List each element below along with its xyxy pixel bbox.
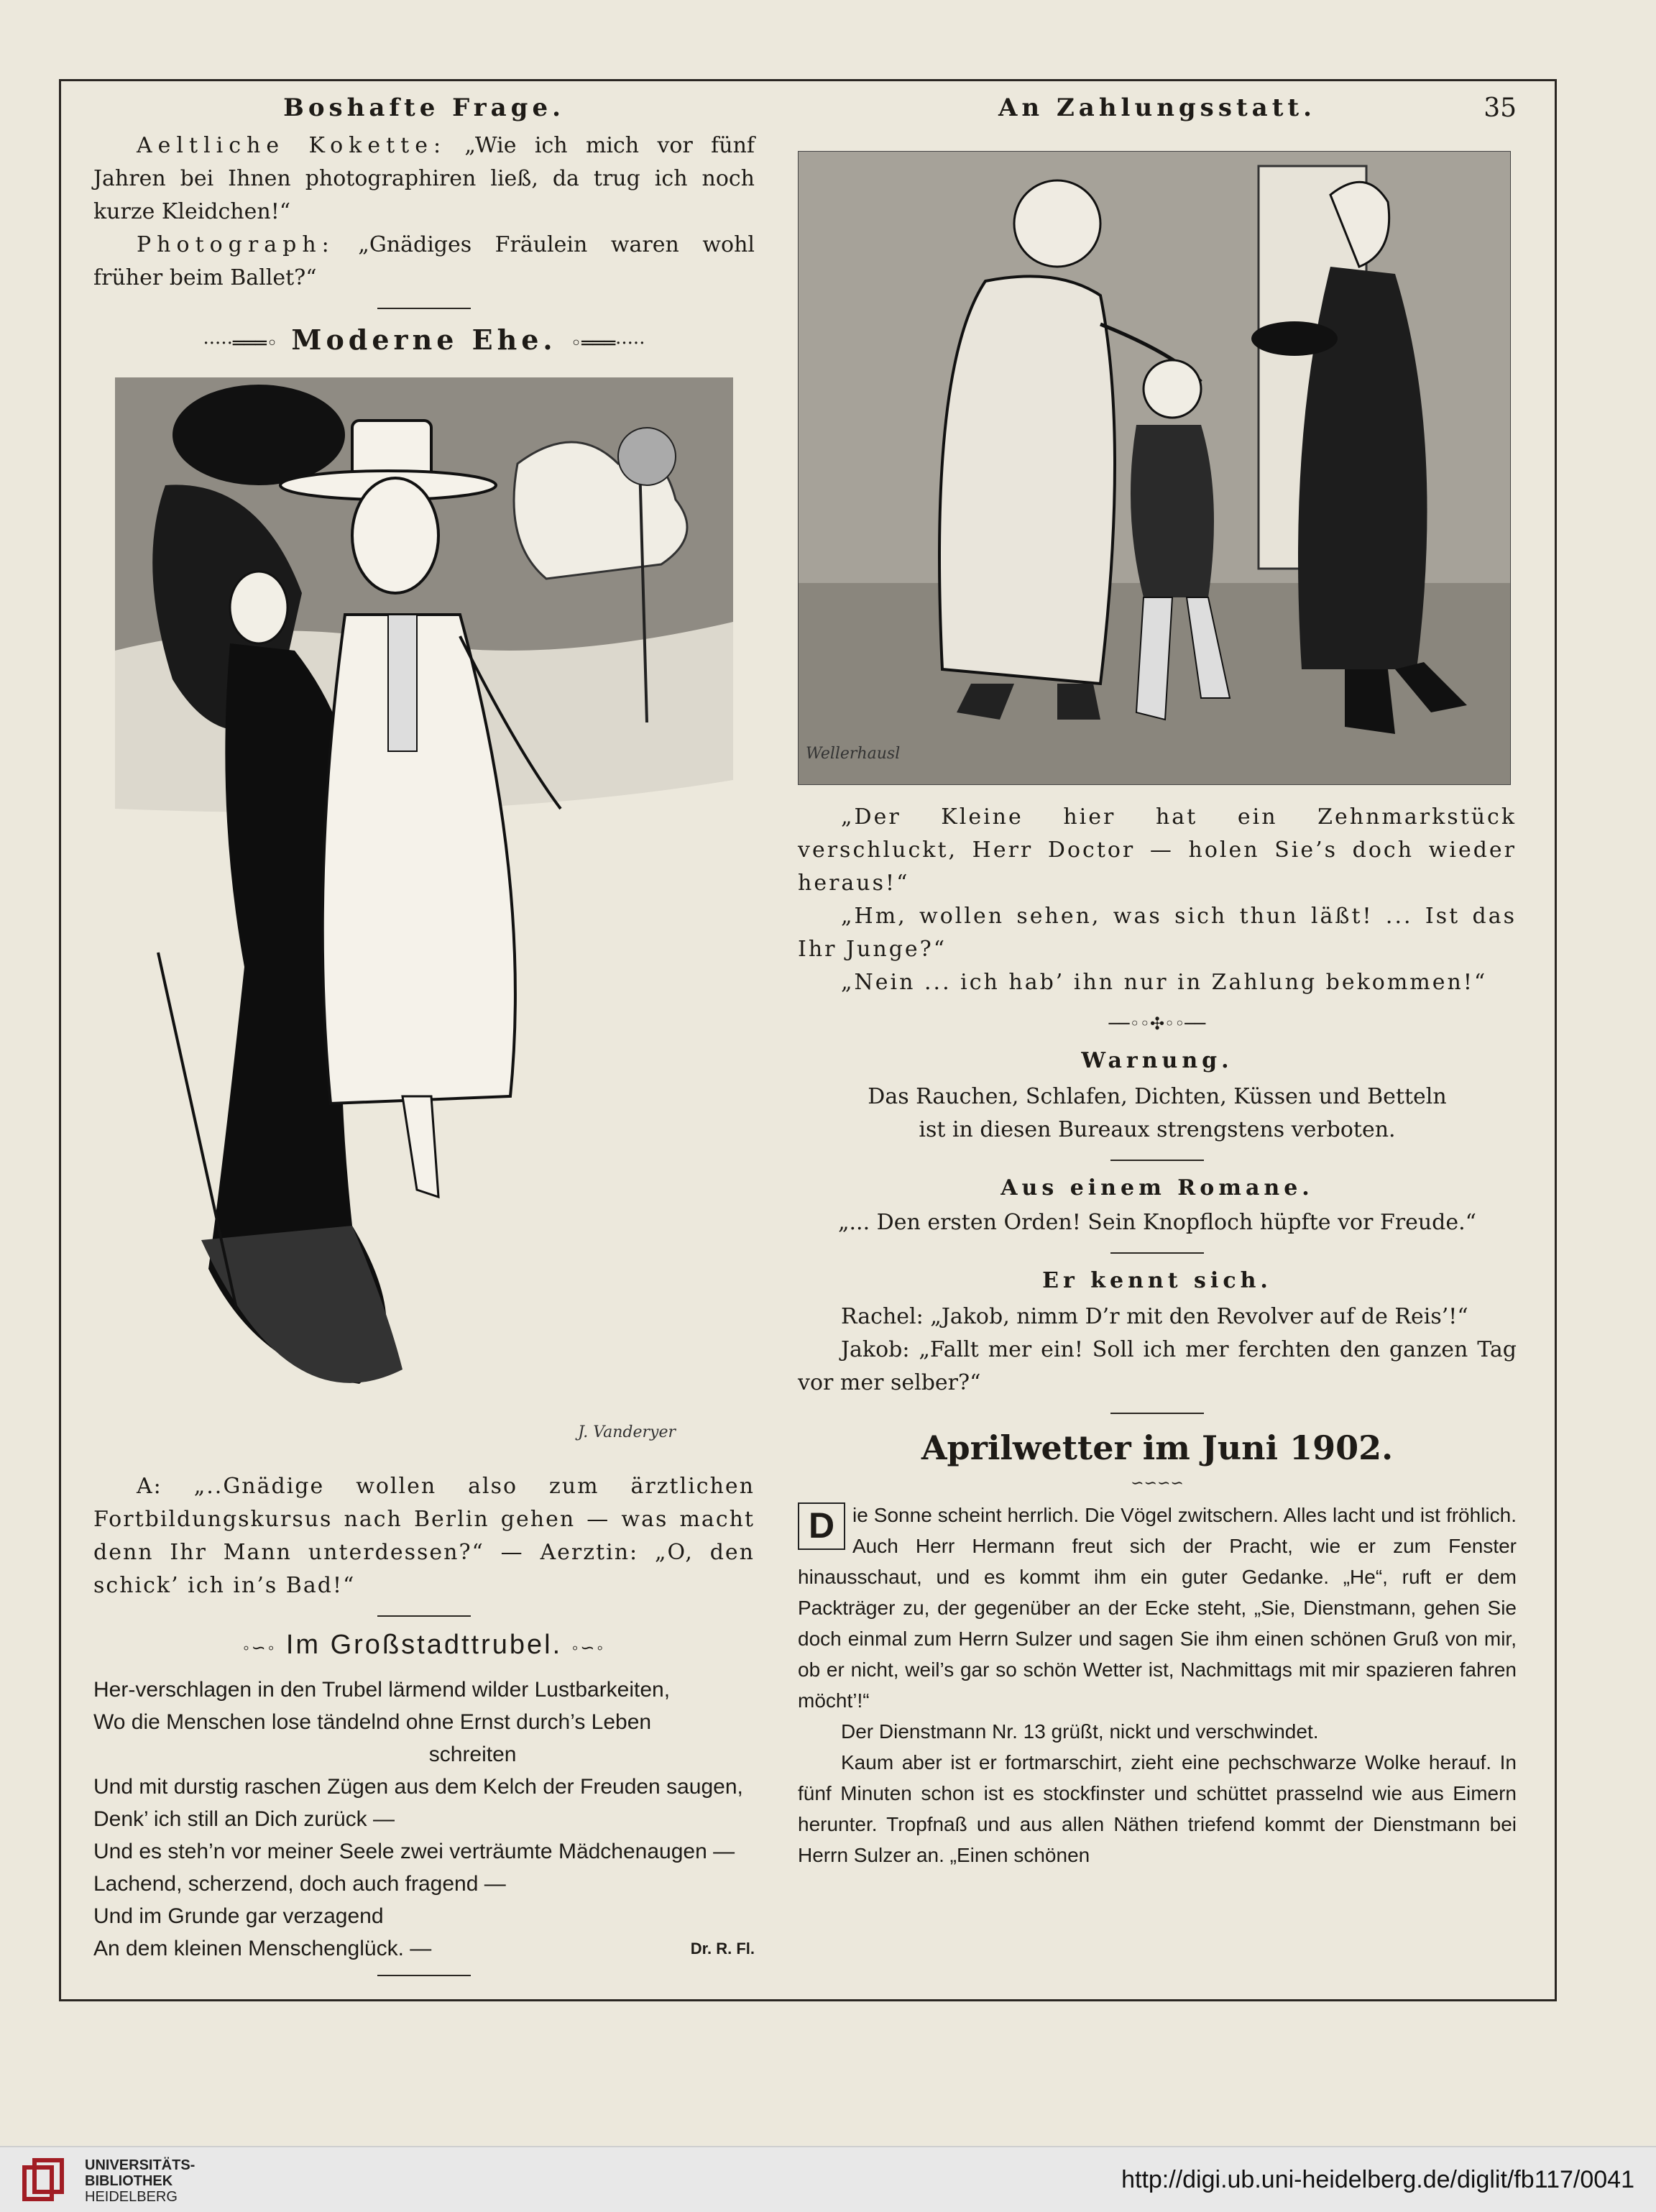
roman-title: Aus einem Romane. — [1000, 1175, 1314, 1201]
library-name-line-1: UNIVERSITÄTS- — [85, 2157, 196, 2173]
rachel-line: „Jakob, nimm D’r mit den Revolver auf de Reis’!“ — [930, 1304, 1468, 1329]
drop-cap: D — [798, 1502, 845, 1550]
zahlung-line-1: „Der Kleine hier hat ein Zehnmarkstück verschluckt, Herr Doctor — holen Sie’s doch wieder heraus!“ — [798, 804, 1517, 896]
divider-rule-3 — [377, 1975, 471, 1976]
warnung-line-2: ist in diesen Bureaux strengstens verboten. — [919, 1117, 1396, 1142]
page-number: 35 — [1484, 93, 1517, 123]
kennt-dialogue-2 — [798, 1334, 1517, 1400]
april-story — [798, 1500, 1517, 1871]
poem-line-9 — [93, 1932, 755, 1965]
poem-line-6: Und es steh’n vor meiner Seele zwei verträumte Mädchenaugen — — [93, 1840, 735, 1863]
speaker-photograph: Photograph: — [137, 232, 335, 257]
april-para-2: Der Dienstmann Nr. 13 grüßt, nickt und verschwindet. — [841, 1720, 1319, 1743]
grossstadt-poem — [93, 1674, 755, 1965]
poem-line-2: Wo die Menschen lose tändelnd ohne Ernst durch’s Leben — [93, 1710, 652, 1734]
kennt-title: Er kennt sich. — [1042, 1268, 1272, 1293]
library-name — [85, 2157, 195, 2205]
ornament-left-2: ◦∽◦ — [243, 1638, 277, 1658]
moderne-caption: A: „..Gnädige wollen also zum ärztlichen Fortbildungskursus nach Berlin gehen — was macht denn Ihr Mann unterdessen?“ — Aerztin: „O, den schick’ ich in’s Bad!“ — [93, 1474, 755, 1598]
kokette-line: „Wie ich mich vor fünf Jahren bei Ihnen photographiren ließ, da trug ich noch kurze Kleidchen!“ — [93, 133, 755, 224]
zahlung-illustration — [798, 151, 1511, 785]
speaker-kokette: Aeltliche Kokette: — [137, 133, 447, 158]
grossstadt-title-text: Im Großstadttrubel. — [285, 1630, 563, 1660]
grossstadt-title — [93, 1630, 755, 1661]
ornament-right: ◦═══····· — [570, 333, 645, 354]
divider-rule-5 — [1110, 1252, 1204, 1254]
illustrator-signature-2: Wellerhausl — [806, 745, 901, 763]
library-logo-icon — [22, 2157, 73, 2202]
wave-ornament: ∽∽∽∽ — [1131, 1474, 1184, 1492]
ornament-left: ·····═══◦ — [203, 333, 278, 354]
ornament-divider: ──◦◦✣◦◦── — [1108, 1014, 1206, 1034]
left-column — [93, 93, 755, 1989]
photograph-line: „Gnädiges Fräulein waren wohl früher beim Ballet?“ — [93, 232, 755, 290]
boshafte-title: Boshafte Frage. — [283, 93, 565, 122]
jakob-line: „Fallt mer ein! Soll ich mer ferchten den ganzen Tag vor mer selber?“ — [798, 1337, 1517, 1395]
divider-rule-4 — [1110, 1160, 1204, 1161]
poem-line-5: Denk’ ich still an Dich zurück — — [93, 1807, 395, 1831]
poem-line-8: Und im Grunde gar verzagend — [93, 1904, 384, 1928]
poem-line-7: Lachend, scherzend, doch auch fragend — — [93, 1872, 506, 1896]
boshafte-dialogue-1 — [93, 129, 755, 229]
poem-line-1: Her-verschlagen in den Trubel lärmend wilder Lustbarkeiten, — [93, 1678, 671, 1702]
warnung-line-1: Das Rauchen, Schlafen, Dichten, Küssen und Betteln — [868, 1084, 1447, 1109]
kennt-dialogue-1 — [798, 1300, 1517, 1334]
april-para-3: Kaum aber ist er fortmarschirt, zieht eine pechschwarze Wolke herauf. In fünf Minuten schon ist es stockfinster und schüttet prasselnd wie aus Eimern herunter. Tropfnaß und aus allen Näthen triefend kommt der Dienstmann bei Herrn Sulzer an. „Einen schönen — [798, 1751, 1517, 1866]
poem-line-9-text: An dem kleinen Menschenglück. — — [93, 1937, 432, 1960]
april-title: Aprilwetter im Juni 1902. — [921, 1428, 1394, 1467]
moderne-ehe-illustration — [115, 377, 733, 1463]
library-footer — [0, 2146, 1656, 2212]
divider-rule-6 — [1110, 1413, 1204, 1414]
right-column — [798, 93, 1517, 1871]
library-name-line-3: HEIDELBERG — [85, 2189, 178, 2205]
speaker-jakob: Jakob: — [841, 1337, 910, 1362]
ornament-right-2: ◦∽◦ — [571, 1638, 605, 1658]
divider-rule-2 — [377, 1615, 471, 1617]
poem-line-3: schreiten — [93, 1743, 517, 1766]
zahlung-title: An Zahlungsstatt. — [998, 93, 1316, 122]
moderne-title — [93, 323, 755, 356]
april-para-1-text: ie Sonne scheint herrlich. Die Vögel zwitschern. Alles lacht und ist fröhlich. Auch Herr Hermann freut sich der Pracht, wie er zum Fenster hinausschaut, und es kommt ihm ein guter Gedanke. „He“, ruft er dem Packträger zu, der gegenüber an der Ecke steht, „Sie, Dienstmann, gehen Sie doch einmal zum Herrn Sulzer und sagen Sie ihm einen schönen Gruß von mir, ob er nicht, weil’s gar so schön Wetter ist, Nachmittags mit mir spazieren fahren möcht’!“ — [798, 1504, 1517, 1712]
april-para-1 — [798, 1500, 1517, 1716]
boshafte-dialogue-2 — [93, 229, 755, 295]
moderne-title-text: Moderne Ehe. — [291, 323, 557, 356]
doctor-scene-drawing — [799, 152, 1510, 784]
library-name-line-2: BIBLIOTHEK — [85, 2173, 173, 2189]
zahlung-line-2: „Hm, wollen sehen, was sich thun läßt! ... Ist das Ihr Junge?“ — [798, 904, 1517, 962]
roman-line: „... Den ersten Orden! Sein Knopfloch hüpfte vor Freude.“ — [837, 1210, 1477, 1235]
poem-line-4: Und mit durstig raschen Zügen aus dem Kelch der Freuden saugen, — [93, 1775, 743, 1799]
speaker-rachel: Rachel: — [841, 1304, 924, 1329]
permalink-url[interactable]: http://digi.ub.uni-heidelberg.de/diglit/fb117/0041 — [1121, 2166, 1634, 2193]
divider-rule — [377, 308, 471, 309]
illustrator-signature: J. Vanderyer — [578, 1423, 676, 1441]
poem-author: Dr. R. Fl. — [690, 1940, 755, 1958]
zahlung-line-3: „Nein ... ich hab’ ihn nur in Zahlung bekommen!“ — [841, 970, 1488, 995]
warnung-title: Warnung. — [1081, 1048, 1233, 1073]
couple-drawing — [115, 377, 733, 1463]
